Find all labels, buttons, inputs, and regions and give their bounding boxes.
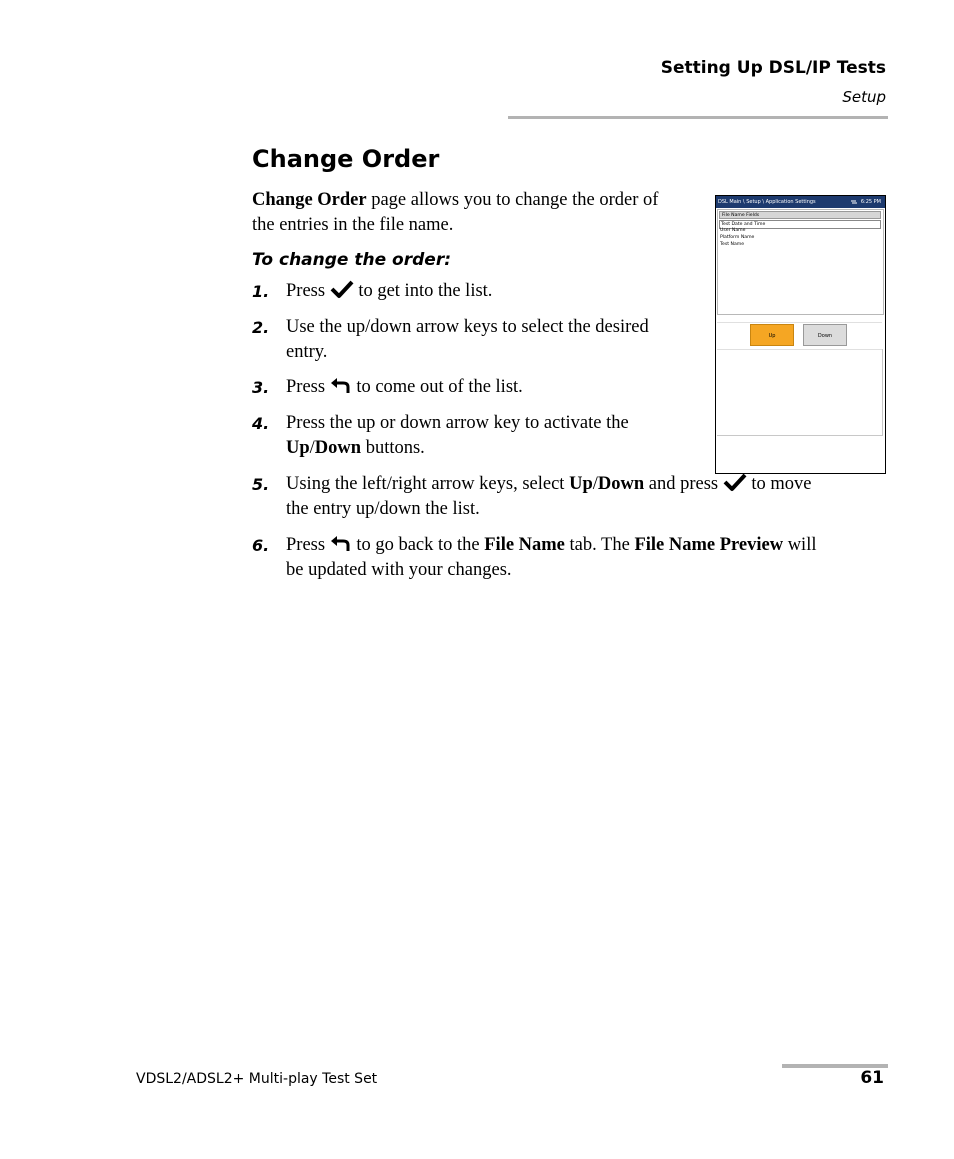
running-header-subtitle: Setup: [842, 88, 886, 106]
list-item-selected[interactable]: Test Date and Time: [719, 220, 881, 229]
header-rule: [508, 116, 888, 119]
page-number: 61: [860, 1068, 884, 1088]
step-number: 4.: [252, 414, 270, 433]
device-title-bar: [716, 196, 885, 208]
device-screenshot: [715, 195, 886, 474]
back-arrow-icon: [330, 535, 352, 553]
back-arrow-icon: [330, 377, 352, 395]
intro-line-2: the entries in the file name.: [252, 215, 454, 235]
file-name-fields-list[interactable]: [717, 209, 884, 315]
list-header: File Name Fields: [719, 211, 881, 219]
down-button[interactable]: Down: [803, 324, 847, 346]
connection-icon: [851, 199, 857, 205]
step-number: 3.: [252, 378, 270, 397]
step-number: 2.: [252, 318, 270, 337]
checkmark-icon: [330, 279, 354, 299]
step-number: 5.: [252, 475, 270, 494]
checkmark-icon: [723, 472, 747, 492]
up-button[interactable]: Up: [750, 324, 794, 346]
intro-bold: Change Order: [252, 190, 367, 210]
list-item[interactable]: Test Name: [720, 242, 745, 247]
procedure-title: To change the order:: [252, 250, 451, 270]
intro-line-1: Change Order page allows you to change the order of: [252, 190, 659, 210]
button-row: [717, 322, 882, 350]
step-number: 1.: [252, 282, 270, 301]
device-breadcrumb: DSL Main \ Setup \ Application Settings: [718, 199, 816, 205]
list-item[interactable]: Platform Name: [720, 235, 755, 240]
footer-product-name: VDSL2/ADSL2+ Multi-play Test Set: [136, 1071, 378, 1087]
step-number: 6.: [252, 536, 270, 555]
running-header-title: Setting Up DSL/IP Tests: [660, 58, 886, 78]
list-item[interactable]: User Name: [720, 228, 746, 233]
device-time: 6:25 PM: [860, 199, 881, 205]
device-lower-panel: [717, 349, 883, 436]
section-title: Change Order: [252, 145, 440, 173]
